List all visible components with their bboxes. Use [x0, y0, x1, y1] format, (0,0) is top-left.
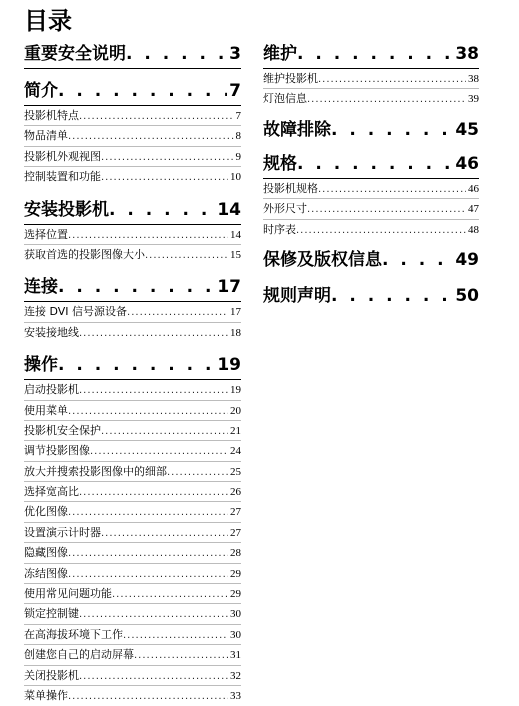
toc-entry[interactable]	[24, 462, 241, 482]
entry-title: 物品清单	[24, 129, 68, 143]
toc-entry[interactable]	[24, 543, 241, 563]
dot-leader	[79, 608, 228, 622]
dot-leader	[318, 73, 466, 87]
page-number: 30	[230, 608, 241, 621]
page-number: 9	[235, 150, 241, 163]
page-number: 17	[217, 277, 241, 298]
toc-entry[interactable]	[24, 106, 241, 126]
dot-leader	[58, 81, 227, 101]
dot-leader	[123, 629, 228, 643]
page-number: 39	[468, 93, 479, 106]
entry-title: 连接 DVI 信号源设备	[24, 305, 128, 319]
page-number: 24	[230, 445, 241, 458]
entry-title: 外形尺寸	[263, 202, 307, 216]
page-number: 8	[235, 130, 241, 143]
page-number: 27	[230, 506, 241, 519]
dot-leader	[58, 277, 215, 297]
entry-title: 投影机特点	[24, 109, 79, 122]
page-number: 30	[230, 628, 241, 641]
section-title: 重要安全说明	[24, 44, 126, 64]
entry-title: 创建您自己的启动屏幕	[24, 648, 134, 662]
page-number: 7	[229, 81, 241, 101]
toc-entry[interactable]	[24, 564, 241, 584]
toc-right-column	[263, 40, 479, 310]
toc-entry[interactable]	[24, 147, 241, 167]
toc-entry[interactable]	[24, 604, 241, 624]
dot-leader	[109, 200, 215, 220]
dot-leader	[68, 405, 228, 419]
dot-leader	[101, 171, 228, 185]
toc-entry[interactable]	[263, 220, 479, 240]
toc-section-intro[interactable]	[24, 81, 241, 106]
toc-entry[interactable]	[24, 380, 241, 400]
dot-leader	[68, 506, 228, 520]
entry-title: 隐藏图像	[24, 546, 68, 560]
page-number: 29	[230, 567, 241, 580]
page-number: 19	[217, 355, 241, 376]
page-number: 19	[230, 384, 241, 397]
page-number: 27	[230, 526, 241, 539]
entry-title: 选择位置	[24, 227, 68, 241]
page-number: 14	[217, 199, 241, 220]
dot-leader	[90, 445, 228, 459]
page-number: 21	[230, 424, 241, 437]
dot-leader	[145, 249, 228, 263]
toc-section-maintenance[interactable]	[263, 44, 479, 69]
dot-leader	[68, 568, 228, 582]
section-title: 连接	[24, 277, 58, 298]
entry-title: 在高海拔环境下工作	[24, 627, 123, 641]
page-number: 46	[455, 153, 479, 174]
page-number: 10	[230, 171, 241, 184]
dot-leader	[297, 44, 453, 64]
entry-title: 时序表	[263, 222, 296, 236]
toc-section-specifications[interactable]	[263, 154, 479, 179]
dot-leader	[307, 203, 466, 217]
toc-entry[interactable]	[24, 502, 241, 522]
page-number: 31	[230, 649, 241, 662]
dot-leader	[167, 466, 228, 480]
dot-leader	[68, 547, 228, 561]
entry-title: 使用常见问题功能	[24, 587, 112, 601]
dot-leader	[79, 110, 234, 124]
page-number: 17	[230, 306, 241, 319]
toc-entry[interactable]	[24, 167, 241, 187]
toc-entry[interactable]	[24, 645, 241, 665]
entry-title: 控制装置和功能	[24, 170, 101, 184]
section-title: 维护	[263, 44, 297, 64]
toc-section-regulations[interactable]	[263, 286, 479, 310]
dot-leader	[297, 154, 453, 174]
toc-entry[interactable]	[24, 126, 241, 146]
page-number: 18	[230, 326, 241, 339]
toc-entry[interactable]	[24, 225, 241, 245]
dot-leader	[318, 183, 466, 197]
dot-leader	[68, 130, 234, 144]
dot-leader	[101, 151, 234, 165]
page-number: 46	[468, 182, 479, 195]
page-number: 38	[468, 73, 479, 85]
section-title: 安装投影机	[24, 199, 109, 220]
dot-leader	[79, 486, 228, 500]
entry-title: 灯泡信息	[263, 92, 307, 106]
page-number: 47	[468, 203, 479, 216]
section-title: 规格	[263, 153, 297, 174]
dot-leader	[79, 384, 228, 398]
toc-entry[interactable]	[24, 584, 241, 604]
toc-entry[interactable]	[263, 69, 479, 89]
page-number: 38	[455, 44, 479, 64]
entry-title: 启动投影机	[24, 383, 79, 397]
page-number: 3	[229, 44, 241, 64]
entry-title: 维护投影机	[263, 72, 318, 85]
toc-entry[interactable]	[24, 666, 241, 686]
dot-leader	[331, 120, 453, 140]
toc-entry[interactable]	[24, 686, 241, 706]
toc-entry[interactable]	[24, 421, 241, 441]
toc-entry[interactable]	[24, 401, 241, 421]
section-title: 简介	[24, 81, 58, 101]
toc-section-connection[interactable]	[24, 277, 241, 302]
toc-entry[interactable]	[24, 482, 241, 502]
entry-title: 选择宽高比	[24, 485, 79, 499]
entry-title: 设置演示计时器	[24, 525, 101, 539]
entry-title: 获取首选的投影图像大小	[24, 247, 145, 261]
toc-left-column	[24, 40, 241, 706]
entry-title: 投影机安全保护	[24, 423, 101, 437]
toc-entry[interactable]	[263, 179, 479, 199]
toc-section-warranty[interactable]	[263, 250, 479, 274]
page-number: 29	[230, 588, 241, 601]
dot-leader	[307, 93, 466, 107]
page-title: 目录	[24, 7, 72, 35]
dot-leader	[331, 286, 453, 306]
dot-leader	[126, 44, 227, 64]
dot-leader	[68, 690, 228, 704]
toc-entry[interactable]	[24, 302, 241, 322]
toc-section-safety[interactable]	[24, 44, 241, 69]
entry-title: 冻结图像	[24, 566, 68, 580]
page-number: 48	[468, 223, 479, 236]
page-number: 28	[230, 547, 241, 560]
entry-title: 投影机外观视图	[24, 149, 101, 163]
entry-title: 优化图像	[24, 505, 68, 519]
entry-title: 放大并搜索投影图像中的细部	[24, 464, 167, 478]
dot-leader	[134, 649, 228, 663]
page-number: 15	[230, 248, 241, 261]
section-title: 操作	[24, 355, 58, 376]
entry-title: 投影机规格	[263, 181, 318, 195]
page-number: 7	[235, 110, 241, 122]
page-number: 32	[230, 669, 241, 682]
page-number: 49	[455, 249, 479, 270]
page-number: 14	[230, 228, 241, 241]
toc-entry[interactable]	[24, 441, 241, 461]
section-title: 保修及版权信息	[263, 249, 382, 270]
page-number: 50	[455, 285, 479, 306]
page-number: 20	[230, 404, 241, 417]
dot-leader	[68, 229, 228, 243]
toc-entry[interactable]	[24, 245, 241, 265]
dot-leader	[79, 327, 228, 341]
dot-leader	[101, 425, 228, 439]
toc-entry[interactable]	[263, 199, 479, 219]
dot-leader	[101, 527, 228, 541]
entry-title: 安装接地线	[24, 325, 79, 339]
toc-entry[interactable]	[24, 323, 241, 343]
page-number: 26	[230, 486, 241, 499]
toc-entry[interactable]	[24, 523, 241, 543]
toc-section-troubleshooting[interactable]	[263, 120, 479, 144]
dot-leader	[296, 224, 466, 238]
dot-leader	[58, 355, 215, 375]
dot-leader	[112, 588, 228, 602]
section-title: 规则声明	[263, 285, 331, 306]
toc-section-operation[interactable]	[24, 355, 241, 380]
section-title: 故障排除	[263, 119, 331, 140]
entry-title: 关闭投影机	[24, 668, 79, 682]
page-number: 33	[230, 689, 241, 702]
toc-section-installation[interactable]	[24, 200, 241, 225]
dot-leader	[79, 670, 228, 684]
entry-title: 使用菜单	[24, 403, 68, 417]
dot-leader	[127, 306, 228, 320]
entry-title: 菜单操作	[24, 688, 68, 702]
entry-title: 锁定控制键	[24, 607, 79, 621]
entry-title: 调节投影图像	[24, 444, 90, 458]
dot-leader	[382, 250, 453, 270]
page-number: 45	[455, 119, 479, 140]
toc-entry[interactable]	[263, 89, 479, 109]
page-number: 25	[230, 465, 241, 478]
toc-entry[interactable]	[24, 625, 241, 645]
